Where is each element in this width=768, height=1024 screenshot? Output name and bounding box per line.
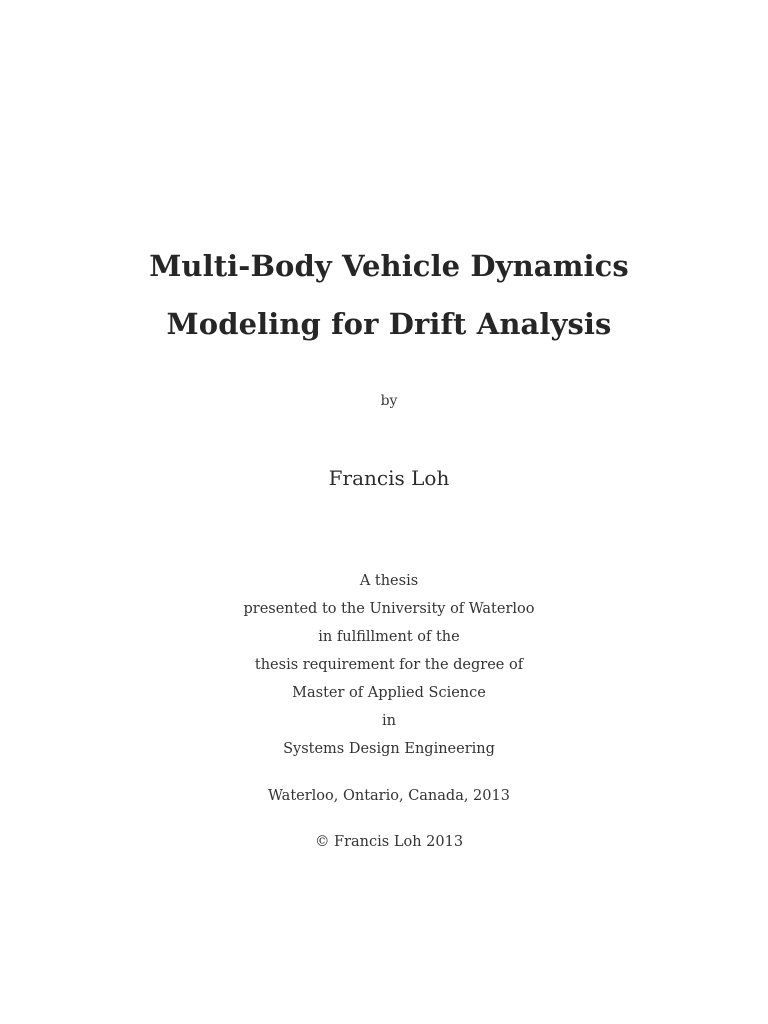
degree-statement-line: thesis requirement for the degree of: [254, 657, 524, 673]
thesis-title-line-1: Multi-Body Vehicle Dynamics: [149, 249, 629, 283]
degree-statement-line: in: [382, 713, 396, 729]
degree-statement-line: A thesis: [359, 573, 419, 589]
degree-statement-line: presented to the University of Waterloo: [243, 601, 535, 617]
degree-statement-line: in fulfillment of the: [318, 629, 460, 645]
copyright-notice: © Francis Loh 2013: [314, 834, 464, 850]
thesis-title-line-2: Modeling for Drift Analysis: [166, 307, 612, 341]
degree-name: Master of Applied Science: [292, 685, 486, 701]
place-and-year: Waterloo, Ontario, Canada, 2013: [268, 788, 510, 804]
author-name: Francis Loh: [328, 466, 450, 490]
program-name: Systems Design Engineering: [283, 741, 495, 757]
by-label: by: [380, 393, 398, 409]
